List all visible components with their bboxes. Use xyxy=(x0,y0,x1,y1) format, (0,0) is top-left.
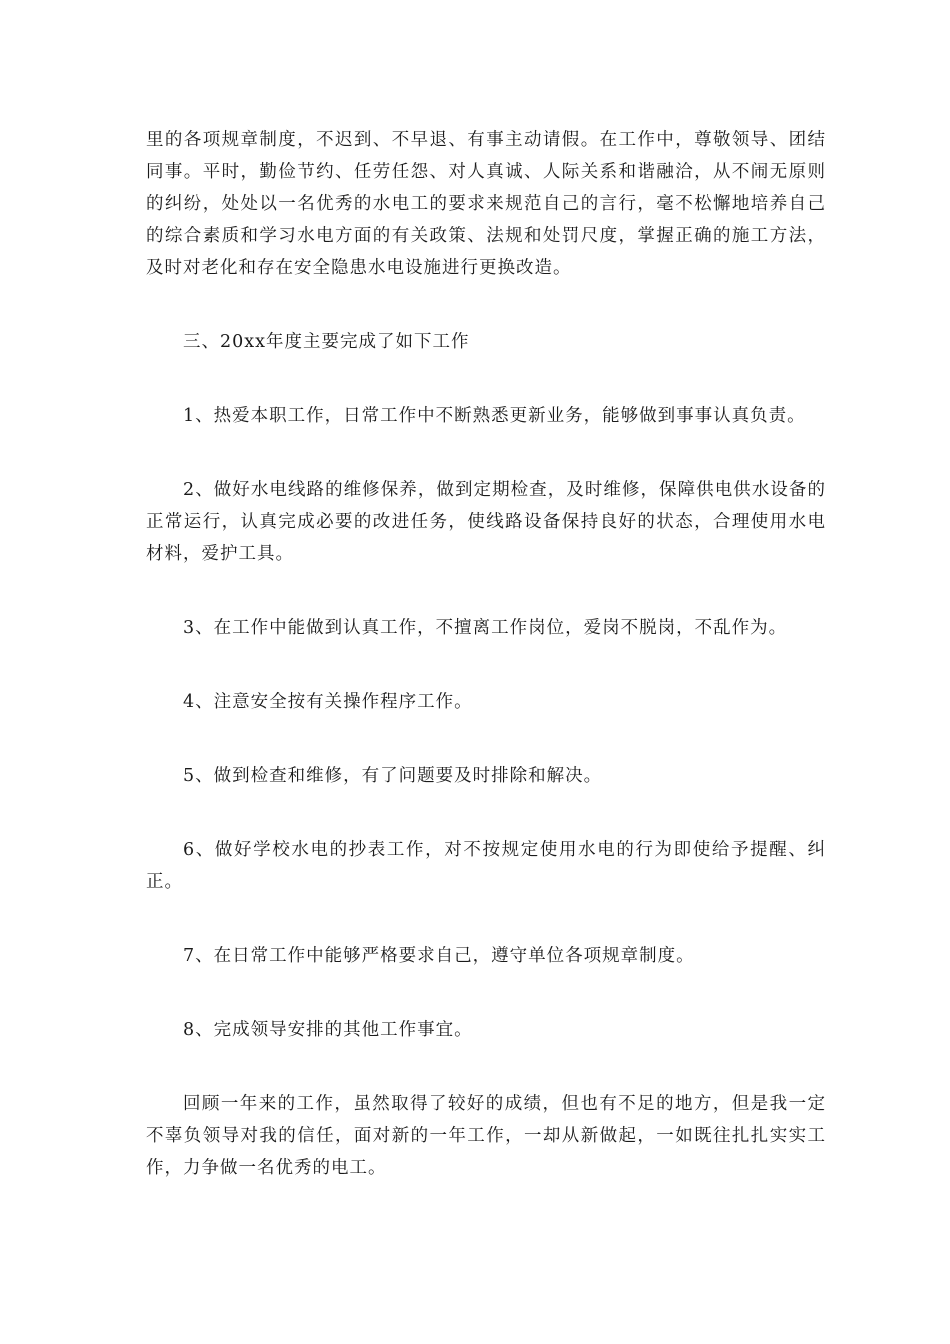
section-heading: 三、20xx年度主要完成了如下工作 xyxy=(183,332,470,352)
list-item: 5、做到检查和维修，有了问题要及时排除和解决。 xyxy=(183,766,603,786)
intro-paragraph: 里的各项规章制度，不迟到、不早退、有事主动请假。在工作中，尊敬领导、团结同事。平时，勤俭节约、任劳任怨、对人真诚、人际关系和谐融洽，从不闹无原则的纠纷，处处以一名优秀的水电工的要求来规范自己的言行，毫不松懈地培养自己的综合素质和学习水电方面的有关政策、法规和处罚尺度，掌握正确的施工方法，及时对老化和存在安全隐患水电设施进行更换改造。 xyxy=(146,130,826,278)
list-item: 6、做好学校水电的抄表工作，对不按规定使用水电的行为即使给予提醒、纠正。 xyxy=(146,840,826,892)
list-item: 8、完成领导安排的其他工作事宜。 xyxy=(183,1020,473,1040)
list-item: 3、在工作中能做到认真工作，不擅离工作岗位，爱岗不脱岗，不乱作为。 xyxy=(183,618,788,638)
list-item: 1、热爱本职工作，日常工作中不断熟悉更新业务，能够做到事事认真负责。 xyxy=(183,406,806,426)
list-item: 4、注意安全按有关操作程序工作。 xyxy=(183,692,473,712)
document-body xyxy=(146,124,826,1184)
list-item: 2、做好水电线路的维修保养，做到定期检查，及时维修，保障供电供水设备的正常运行，认真完成必要的改进任务，使线路设备保持良好的状态，合理使用水电材料，爱护工具。 xyxy=(146,480,826,564)
list-item: 7、在日常工作中能够严格要求自己，遵守单位各项规章制度。 xyxy=(183,946,695,966)
closing-paragraph: 回顾一年来的工作，虽然取得了较好的成绩，但也有不足的地方，但是我一定不辜负领导对我的信任，面对新的一年工作，一却从新做起，一如既往扎扎实实工作，力争做一名优秀的电工。 xyxy=(146,1094,826,1178)
